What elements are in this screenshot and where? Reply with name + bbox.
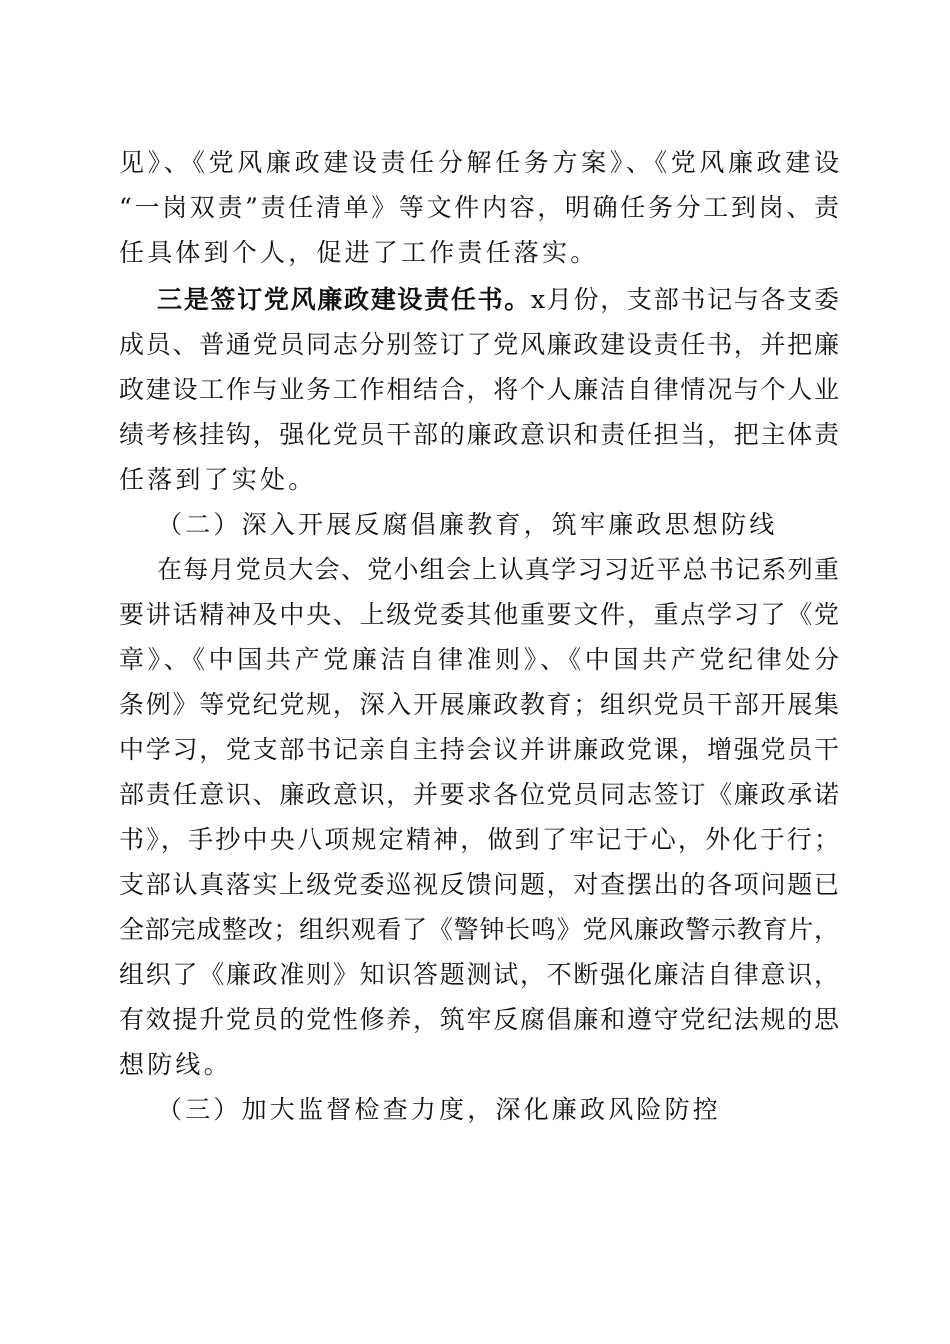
body-text-line: 绩考核挂钩，强化党员干部的廉政意识和责任担当，把主体责 xyxy=(119,420,839,449)
body-text-line: 要讲话精神及中央、上级党委其他重要文件，重点学习了《党 xyxy=(119,600,839,629)
body-text-line: 任具体到个人，促进了工作责任落实。 xyxy=(119,238,599,267)
body-text-line: 组织了《廉政准则》知识答题测试，不断强化廉洁自律意识， xyxy=(119,960,839,989)
lead-sentence: 三是签订党风廉政建设责任书。 xyxy=(157,285,532,314)
body-text-line: 支部认真落实上级党委巡视反馈问题，对查摆出的各项问题已 xyxy=(119,870,839,899)
body-text-line: 书》，手抄中央八项规定精神，做到了牢记于心，外化于行； xyxy=(119,825,839,854)
section-heading: （二）深入开展反腐倡廉教育，筑牢廉政思想防线 xyxy=(157,510,778,539)
body-text-line: 想防线。 xyxy=(119,1050,232,1079)
body-text-line: 见》、《党风廉政建设责任分解任务方案》、《党风廉政建设 xyxy=(119,148,839,177)
body-text-line: 章》、《中国共产党廉洁自律准则》、《中国共产党纪律处分 xyxy=(119,645,839,674)
body-text-span: x月份，支部书记与各支委 xyxy=(531,285,839,314)
body-text-line xyxy=(157,280,839,320)
body-text-line: 在每月党员大会、党小组会上认真学习习近平总书记系列重 xyxy=(157,555,839,584)
body-text-line: 条例》等党纪党规，深入开展廉政教育；组织党员干部开展集 xyxy=(119,690,839,719)
body-text-line: 成员、普通党员同志分别签订了党风廉政建设责任书，并把廉 xyxy=(119,330,839,359)
body-text-line: 中学习，党支部书记亲自主持会议并讲廉政党课，增强党员干 xyxy=(119,735,839,764)
body-text-line: 任落到了实处。 xyxy=(119,465,317,494)
body-text-line: 部责任意识、廉政意识，并要求各位党员同志签订《廉政承诺 xyxy=(119,780,839,809)
body-text-line: “一岗双责”责任清单》等文件内容，明确任务分工到岗、责 xyxy=(119,193,839,222)
body-text-line: 有效提升党员的党性修养，筑牢反腐倡廉和遵守党纪法规的思 xyxy=(119,1005,839,1034)
body-text-line: 政建设工作与业务工作相结合，将个人廉洁自律情况与个人业 xyxy=(119,375,839,404)
section-heading: （三）加大监督检查力度，深化廉政风险防控 xyxy=(157,1095,722,1124)
body-text-line: 全部完成整改；组织观看了《警钟长鸣》党风廉政警示教育片， xyxy=(119,915,839,944)
